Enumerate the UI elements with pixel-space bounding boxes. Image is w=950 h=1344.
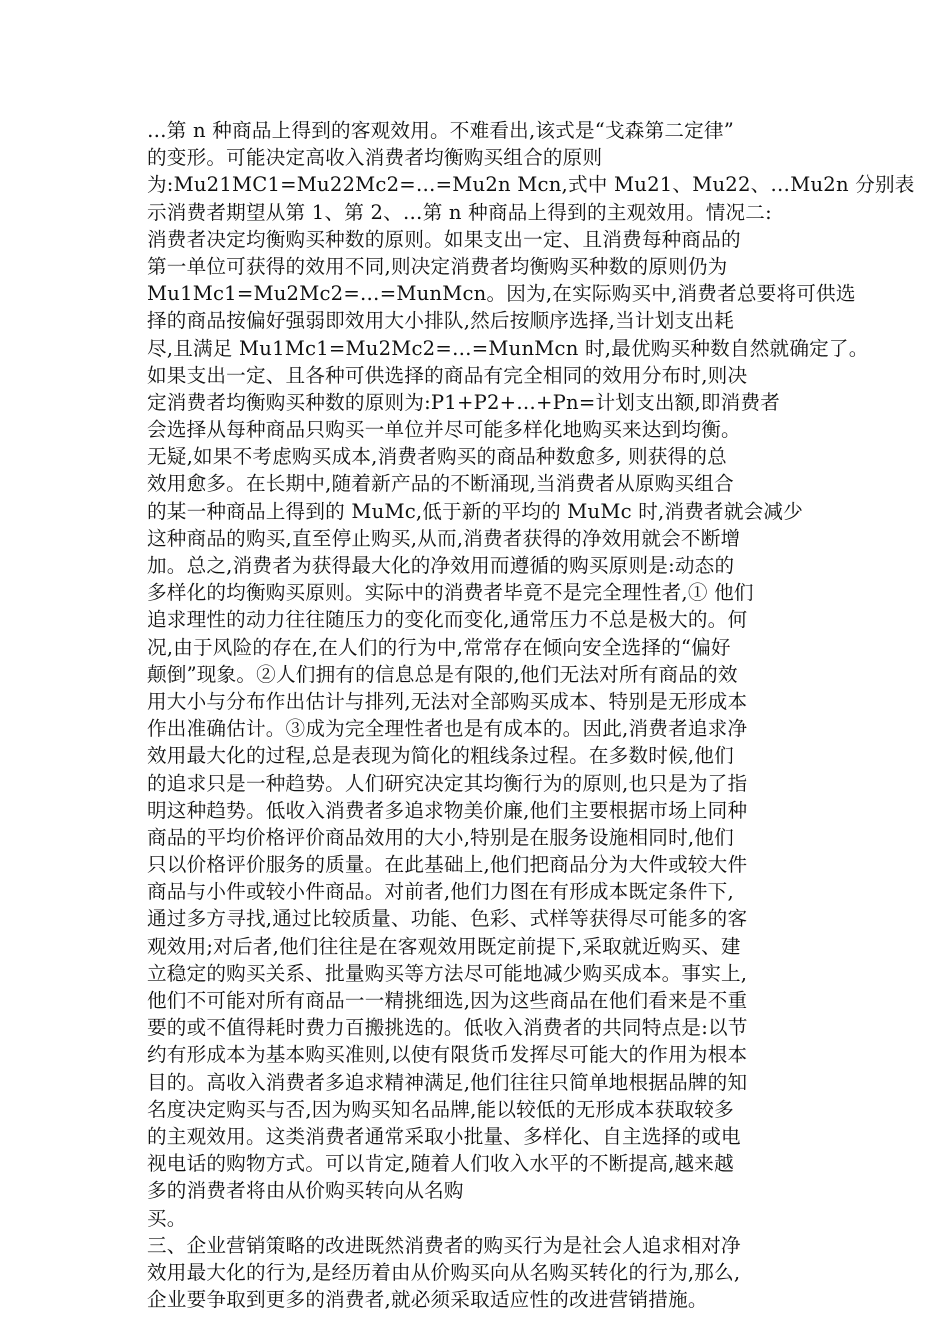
text-line: 第一单位可获得的效用不同,则决定消费者均衡购买种数的原则仍为 xyxy=(147,254,728,278)
text-line: 通过多方寻找,通过比较质量、功能、色彩、式样等获得尽可能多的客 xyxy=(147,907,748,931)
text-line: 尽,且满足 Mu1Mc1=Mu2Mc2=…=MunMcn 时,最优购买种数自然就确定了。 xyxy=(147,336,869,360)
text-line: 立稳定的购买关系、批量购买等方法尽可能地减少购买成本。事实上, xyxy=(147,961,748,985)
text-line: 的主观效用。这类消费者通常采取小批量、多样化、自主选择的或电 xyxy=(147,1124,741,1148)
text-line: 定消费者均衡购买种数的原则为:P1+P2+…+Pn=计划支出额,即消费者 xyxy=(147,390,781,414)
text-line: Mu1Mc1=Mu2Mc2=…=MunMcn。因为,在实际购买中,消费者总要将可供选 xyxy=(147,282,856,306)
text-line: 作出准确估计。③成为完全理性者也是有成本的。因此,消费者追求净 xyxy=(147,717,748,741)
text-line: 名度决定购买与否,因为购买知名品牌,能以较低的无形成本获取较多 xyxy=(147,1097,734,1121)
text-line: 企业要争取到更多的消费者,就必须采取适应性的改进营销措施。 xyxy=(147,1288,708,1312)
text-line: 加。总之,消费者为获得最大化的净效用而遵循的购买原则是:动态的 xyxy=(147,554,735,577)
text-line: 商品与小件或较小件商品。对前者,他们力图在有形成本既定条件下, xyxy=(147,880,734,904)
text-line: 明这种趋势。低收入消费者多追求物美价廉,他们主要根据市场上同种 xyxy=(147,798,748,822)
text-line: 用大小与分布作出估计与排列,无法对全部购买成本、特别是无形成本 xyxy=(147,689,748,713)
text-line: 要的或不值得耗时费力百搬挑选的。低收入消费者的共同特点是:以节 xyxy=(147,1016,748,1040)
text-line: 的追求只是一种趋势。人们研究决定其均衡行为的原则,也只是为了指 xyxy=(147,771,748,795)
text-line: 他们不可能对所有商品一一精挑细选,因为这些商品在他们看来是不重 xyxy=(147,989,748,1012)
text-line: 只以价格评价服务的质量。在此基础上,他们把商品分为大件或较大件 xyxy=(147,853,748,877)
text-line: 况,由于风险的存在,在人们的行为中,常常存在倾向安全选择的“偏好 xyxy=(147,635,731,659)
text-line: 视电话的购物方式。可以肯定,随着人们收入水平的不断提高,越来越 xyxy=(147,1152,734,1176)
text-line: 颠倒”现象。②人们拥有的信息总是有限的,他们无法对所有商品的效 xyxy=(147,662,738,686)
text-line: 效用愈多。在长期中,随着新产品的不断涌现,当消费者从原购买组合 xyxy=(147,472,734,496)
text-line: …第 n 种商品上得到的客观效用。不难看出,该式是“戈森第二定律” xyxy=(147,119,734,142)
text-line: 消费者决定均衡购买种数的原则。如果支出一定、且消费每种商品的 xyxy=(147,227,741,251)
text-line: 的变形。可能决定高收入消费者均衡购买组合的原则 xyxy=(147,146,603,170)
text-line: 会选择从每种商品只购买一单位并尽可能多样化地购买来达到均衡。 xyxy=(147,418,741,442)
text-line: 追求理性的动力往往随压力的变化而变化,通常压力不总是极大的。何 xyxy=(147,608,748,632)
text-line: 这种商品的购买,直至停止购买,从而,消费者获得的净效用就会不断增 xyxy=(147,526,741,550)
text-line: 择的商品按偏好强弱即效用大小排队,然后按顺序选择,当计划支出耗 xyxy=(147,309,734,333)
text-line: 三、企业营销策略的改进既然消费者的购买行为是社会人追求相对净 xyxy=(147,1233,741,1257)
text-line: 观效用;对后者,他们往往是在客观效用既定前提下,采取就近购买、建 xyxy=(147,934,741,958)
text-line: 效用最大化的行为,是经历着由从价购买向从名购买转化的行为,那么, xyxy=(147,1260,741,1284)
text-line: 为:Mu21MC1=Mu22Mc2=…=Mu2n Mcn,式中 Mu21、Mu22、…Mu2n 分别表 xyxy=(147,173,915,197)
text-line: 无疑,如果不考虑购买成本,消费者购买的商品种数愈多, 则获得的总 xyxy=(147,445,727,469)
document-body-text xyxy=(147,117,915,1313)
text-line: 目的。高收入消费者多追求精神满足,他们往往只简单地根据品牌的知 xyxy=(147,1070,748,1094)
text-line: 多样化的均衡购买原则。实际中的消费者毕竟不是完全理性者,① 他们 xyxy=(147,581,754,605)
text-line: 示消费者期望从第 1、第 2、…第 n 种商品上得到的主观效用。情况二: xyxy=(147,200,772,224)
text-line: 效用最大化的过程,总是表现为简化的粗线条过程。在多数时候,他们 xyxy=(147,744,734,768)
text-line: 如果支出一定、且各种可供选择的商品有完全相同的效用分布时,则决 xyxy=(147,363,748,387)
text-line: 约有形成本为基本购买准则,以使有限货币发挥尽可能大的作用为根本 xyxy=(147,1043,748,1067)
text-line: 商品的平均价格评价商品效用的大小,特别是在服务设施相同时,他们 xyxy=(147,825,734,849)
text-line: 的某一种商品上得到的 MuMc,低于新的平均的 MuMc 时,消费者就会减少 xyxy=(147,499,804,523)
text-line: 多的消费者将由从价购买转向从名购 xyxy=(147,1179,464,1203)
text-line: 买。 xyxy=(147,1206,187,1230)
